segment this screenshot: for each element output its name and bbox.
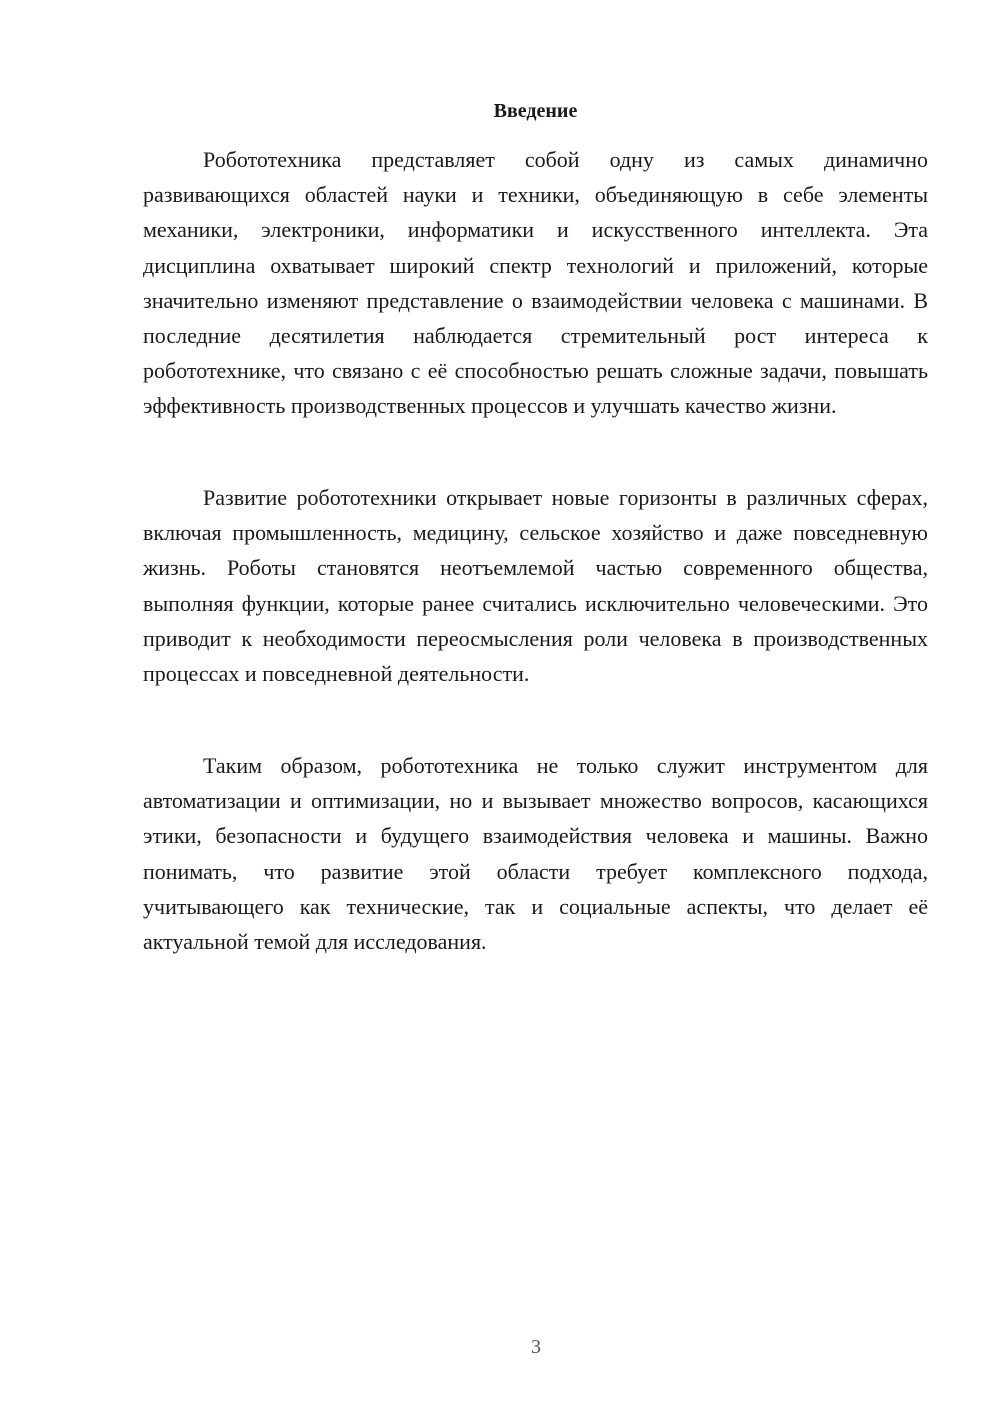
paragraph-1: Робототехника представляет собой одну из самых динамично развивающихся областей науки и техники, объединяющую в себе элементы механики, электроники, информатики и искусственного интеллекта. Эта дисциплина охватывает широкий спектр технологий и приложений, которые значительно изменяют представление о взаимодействии человека с машинами. В последние десятилетия наблюдается стремительный рост интереса к робототехнике, что связано с её способностью решать сложные задачи, повышать эффективность производственных процессов и улучшать качество жизни. (143, 147, 928, 419)
page-title: Введение (493, 100, 578, 122)
paragraph-3: Таким образом, робототехника не только служит инструментом для автоматизации и оптимизации, но и вызывает множество вопросов, касающихся этики, безопасности и будущего взаимодействия человека и машины. Важно понимать, что развитие этой области требует комплексного подхода, учитывающего как технические, так и социальные аспекты, что делает её актуальной темой для исследования. (143, 753, 928, 955)
paragraph-2: Развитие робототехники открывает новые горизонты в различных сферах, включая промышленность, медицину, сельское хозяйство и даже повседневную жизнь. Роботы становятся неотъемлемой частью современного общества, выполняя функции, которые ранее считались исключительно человеческими. Это приводит к необходимости переосмысления роли человека в производственных процессах и повседневной деятельности. (143, 485, 928, 687)
page-number: 3 (531, 1336, 541, 1358)
